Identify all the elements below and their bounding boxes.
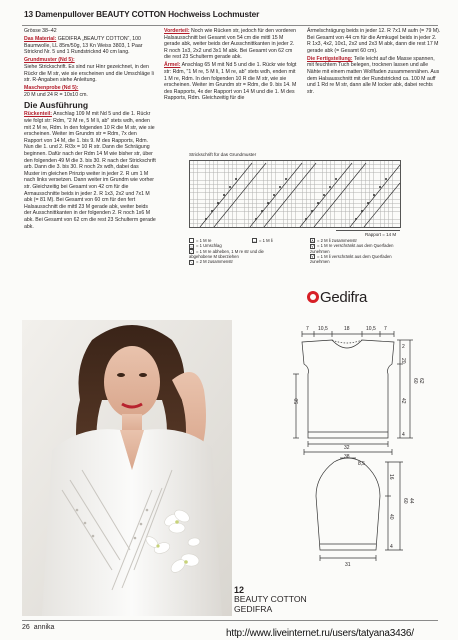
garment-schematics xyxy=(288,318,438,568)
dim-sleeve-bottom: 31 xyxy=(345,562,351,568)
fertigstellung-heading: Die Fertigstellung: xyxy=(307,55,353,62)
slip-symbol-icon: ⟋ xyxy=(190,249,193,255)
gedifra-logo-mark-icon xyxy=(307,291,319,303)
section-heading-ausfuehrung: Die Ausführung xyxy=(24,100,89,111)
maschenprobe-block xyxy=(24,85,156,98)
dim-side-5: 42 xyxy=(400,398,406,404)
maschenprobe-text: 20 M und 24 R = 10x10 cm. xyxy=(24,91,88,98)
grundmuster-text: Siehe Strickschrift. Es sind nur Hinr gezeichnet, in den Rückr die M str, wie sie erscheinen und die Umschläge li str. R-Angaben siehe Anleitung. xyxy=(24,63,154,84)
yarnover-symbol-icon: ○ xyxy=(190,243,193,249)
fertigstellung-text: Teile leicht auf die Masse spannen, mit feuchtem Tuch belegen, trocknen lassen und alle Nähte mit einem matten Wollfaden zusammennähen. Aus dem Halsausschnitt mit der Rundstricknd ca. 100 M auff und 1 Rd re M str, dann alle M locker abk, dabei rechts str. xyxy=(307,55,440,95)
dim-side-1: 2 xyxy=(402,344,405,350)
instructions-column-1 xyxy=(24,28,156,232)
photo-caption xyxy=(234,586,307,614)
dim-side-6: 50 xyxy=(294,398,300,404)
chart-title: Strickschrift für das Grundmuster xyxy=(189,152,257,157)
legend-item-slip: ⟋ = 1 M re abheben, 1 M re str und die abgehobene M überziehen xyxy=(189,248,264,260)
watermark-url: http://www.liveinternet.ru/users/tatyana3436/ xyxy=(226,628,414,639)
dim-sleeve-side-5: 4 xyxy=(390,544,393,550)
legend-item-p2tog: ∧ = 2 M li zusammenstr xyxy=(311,238,357,244)
rueckenteil-block xyxy=(24,111,156,230)
page-number: 26 xyxy=(22,624,30,631)
dim-side-4: 62 xyxy=(418,378,424,384)
grundmuster-block xyxy=(24,57,156,83)
knitting-chart-grid xyxy=(189,160,401,228)
dim-top-4: 10,5 xyxy=(366,326,376,332)
rueckenteil-heading: Rückenteil: xyxy=(24,111,52,118)
rapport-label: Rapport = 14 M xyxy=(365,232,397,237)
dim-bottom-1: 32 xyxy=(344,445,350,451)
model-photo-illustration xyxy=(22,320,232,616)
dim-top-3: 18 xyxy=(344,326,350,332)
vorderteil-block xyxy=(164,28,298,61)
legend-item-k2tog: ⟍ = 2 M zusammenstr xyxy=(190,259,233,265)
instructions-column-3 xyxy=(307,28,441,97)
chart-symbols xyxy=(190,161,402,229)
caption-yarn: BEAUTY COTTON xyxy=(234,594,307,605)
caption-brand: GEDIFRA xyxy=(234,603,273,614)
fertigstellung-block xyxy=(307,56,441,96)
magazine-name: annika xyxy=(33,624,55,631)
legend-item-yarnover: ○ = 1 Umschlag xyxy=(190,243,222,249)
legend-item-m1: ϒ = 1 M re verschränkt aus dem Querfaden zunehmen xyxy=(310,243,394,254)
page-title: 13 Damenpullover BEAUTY COTTON Hochweiss Lochmuster xyxy=(24,9,260,19)
dim-top-2: 10,5 xyxy=(318,326,328,332)
material-block xyxy=(24,36,156,56)
m1p-symbol-icon: ϒ xyxy=(311,254,315,260)
chart-legend-middle xyxy=(252,238,292,243)
dim-bottom-2: 38 xyxy=(344,454,350,460)
dim-side-3: 60 xyxy=(412,378,418,384)
dim-sleeve-top-label: 8,5 xyxy=(358,461,365,467)
purl-symbol-icon: – xyxy=(253,238,256,244)
legend-item-purl: – = 1 M li xyxy=(253,238,273,244)
material-text: GEDIFRA „BEAUTY COTTON“, 100 Baumwolle, LL 85m/50g, 13 Kn Weiss 3803, 1 Paar Stricknd Nr. 5 und 1 Rundstricknd 40 cm lang. xyxy=(24,36,143,56)
material-heading: Das Material: xyxy=(24,36,57,43)
aermelschraegung-text: Ärmelschrägung beids in jeder 12. R 7x1 M aufn (= 79 M). Bei Gesamt von 44 cm für die Armkugel beids in jeder 2. R 1x3, 4x2, 10x1, 2x2 und 2x3 M abk, dann die rest 17 M gerade abk (= Gesamt 60 cm). xyxy=(307,28,441,54)
gedifra-logo: Gedifra xyxy=(307,289,367,306)
aermel-text: Anschlag 65 M mit Nd 5 und die 1. Rückr wie folgt str: Rdm, "1 M re, 5 M li, 1 M re, ab" stets wdh, enden mit 1 M re, Rdm. In den folgenden 10 R die M str, wie sie erscheinen. Weiter im Grundm str = Rdm, die 9. bis 14. M des Rapports, 4x der Rapport von 14 M und die 1. M des Rapports, Rdm. Gleichzeitig für die xyxy=(164,62,297,102)
caption-number: 12 xyxy=(234,585,245,595)
legend-item-knit: = 1 M re xyxy=(189,238,269,243)
rapport-bracket xyxy=(336,230,400,231)
m1-symbol-icon: ϒ xyxy=(311,243,315,249)
model-photo xyxy=(22,320,232,616)
vorderteil-text: Noch wie Rücken str, jedoch für den vorderen Halsausschnitt bei Gesamt von 54 cm die mittl 15 M gerade abk, weiter beids der Ausschnittkanten in jeder 2. R noch 1x3, 2x2 und 3x1 M abk. Bei Gesamt von 62 cm die rest 23 Schulterm gerade abk. xyxy=(164,28,296,61)
dim-sleeve-side-3: 44 xyxy=(408,498,414,504)
legend-item-m1p: ϒ = 1 M li verschränkt aus dem Querfaden zunehmen xyxy=(310,253,392,265)
rueckenteil-text: Anschlag 109 M mit Nd 5 und die 1. Rückr wie folgt str: Rdm, "2 M re, 5 M li, ab" stets wdh, enden mit 2 M re, Rdm. In den folgenden 10 R die M str, wie sie erscheinen. Weiter im Grundm str = Rdm, 7x den Rapport von 14 M, die 1. bis 9. M des Rapports, Rdm. Nun die 1. und 2. R/3x = 10 R str. Dann die Schrägung beginnen. Dafür nach der Rdm 14 M wie bisher str, über den folgenden 49 M die 3. bis 30. R nach der Strickschrift arb. Dann die 3. bis 30. R noch 2x wdh, dabei das Muster im gleichen Prinzip weiter in jeder 2. R um 1 M nach links versetzen. Dann weiter im Grundm wie vorher str. Gleichzeitig bei Gesamt von 42 cm für die Armausschnitte beids in jeder 2. R 1x3, 2x2 und 7x1 M abk (= 81 M). Bei Gesamt von 60 cm für den fert Halsausschnitt die mittl 23 M gerade abk, weiter beids der Ausschnittkanten in der folgenden 2. R noch 1x6 M abk. Bei Gesamt von 62 cm die rest 23 Schulterm gerade abk. xyxy=(24,111,156,230)
dim-top-1: 7 xyxy=(306,326,309,332)
vorderteil-heading: Vorderteil: xyxy=(164,28,190,34)
dim-sleeve-side-1: 16 xyxy=(388,474,394,480)
dim-side-2: 20 xyxy=(400,358,406,364)
size-line: Grösse 38–42 xyxy=(24,28,57,34)
k2tog-symbol-icon: ⟍ xyxy=(190,259,193,265)
maschenprobe-heading: Maschenprobe (Nd 5): xyxy=(24,85,79,92)
chart-legend-right xyxy=(310,238,410,265)
instructions-column-2 xyxy=(164,28,298,104)
grundmuster-heading: Grundmuster (Nd 5): xyxy=(24,57,75,64)
dim-sleeve-side-4: 40 xyxy=(388,514,394,520)
aermel-block xyxy=(164,62,298,102)
p2tog-symbol-icon: ∧ xyxy=(311,238,314,244)
aermel-heading: Ärmel: xyxy=(164,62,181,69)
dim-side-7: 4 xyxy=(402,432,405,438)
dim-top-5: 7 xyxy=(384,326,387,332)
dim-sleeve-side-2: 60 xyxy=(402,498,408,504)
